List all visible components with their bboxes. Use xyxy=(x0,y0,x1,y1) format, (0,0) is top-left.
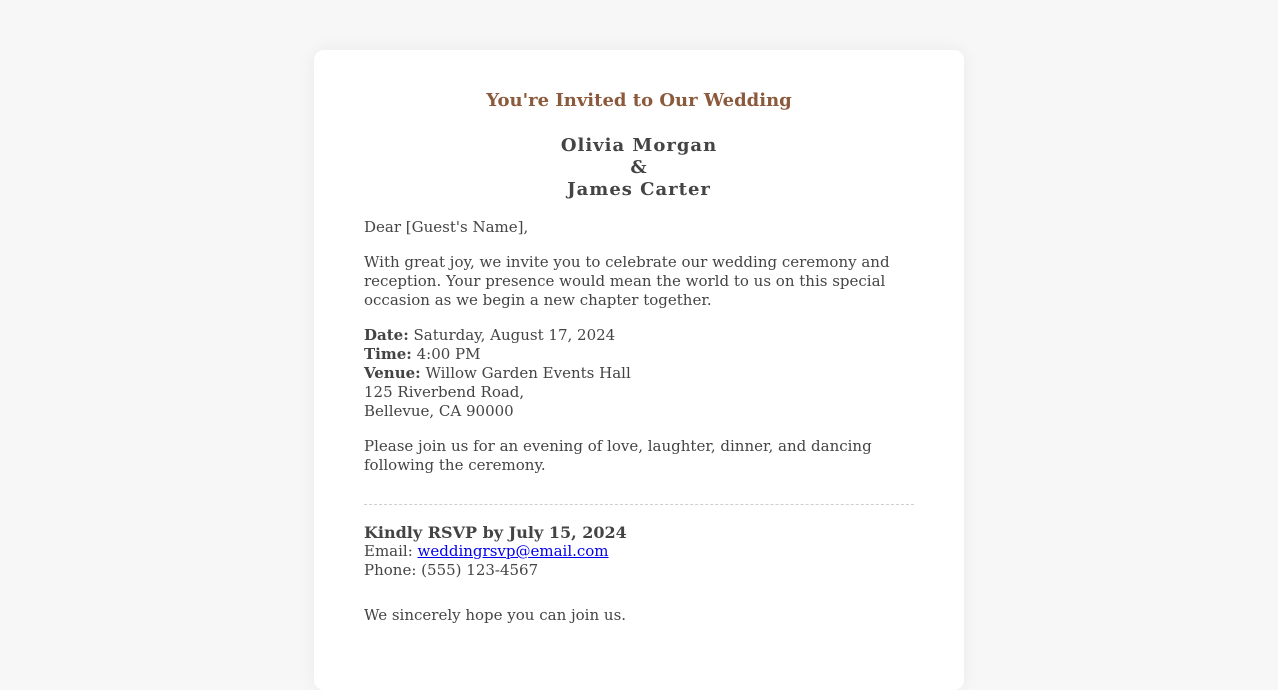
rsvp-email-row xyxy=(364,542,914,561)
address-line-2: Bellevue, CA 90000 xyxy=(364,402,514,420)
groom-name: James Carter xyxy=(567,179,711,200)
invitation-card xyxy=(314,50,964,690)
time-label: Time: xyxy=(364,345,412,363)
evening-note: Please join us for an evening of love, laughter, dinner, and dancing following the ceremony. xyxy=(364,437,872,474)
venue-label: Venue: xyxy=(364,364,421,382)
couple-names xyxy=(364,135,914,201)
rsvp-phone-row xyxy=(364,561,914,580)
rsvp-deadline: Kindly RSVP by July 15, 2024 xyxy=(364,523,627,542)
venue-value: Willow Garden Events Hall xyxy=(425,364,631,382)
invitation-message: With great joy, we invite you to celebrate our wedding ceremony and reception. Your presence would mean the world to us on this special occasion as we begin a new chapter together. xyxy=(364,253,890,309)
address-line-1: 125 Riverbend Road, xyxy=(364,383,525,401)
ampersand: & xyxy=(630,157,648,178)
event-details xyxy=(364,326,914,421)
date-label: Date: xyxy=(364,326,409,344)
venue-row xyxy=(364,364,914,383)
time-value: 4:00 PM xyxy=(416,345,481,363)
email-label: Email: xyxy=(364,542,413,560)
bride-name: Olivia Morgan xyxy=(560,135,718,156)
invitation-title: You're Invited to Our Wedding xyxy=(486,90,792,111)
phone-value: (555) 123-4567 xyxy=(421,561,539,579)
phone-label: Phone: xyxy=(364,561,417,579)
rsvp-email-link[interactable]: weddingrsvp@email.com xyxy=(417,542,609,560)
rsvp-section xyxy=(364,523,914,580)
date-row xyxy=(364,326,914,345)
farewell-message: We sincerely hope you can join us. xyxy=(364,606,627,624)
time-row xyxy=(364,345,914,364)
date-value: Saturday, August 17, 2024 xyxy=(413,326,616,344)
greeting: Dear [Guest's Name], xyxy=(364,218,529,236)
dashed-divider xyxy=(364,504,914,505)
